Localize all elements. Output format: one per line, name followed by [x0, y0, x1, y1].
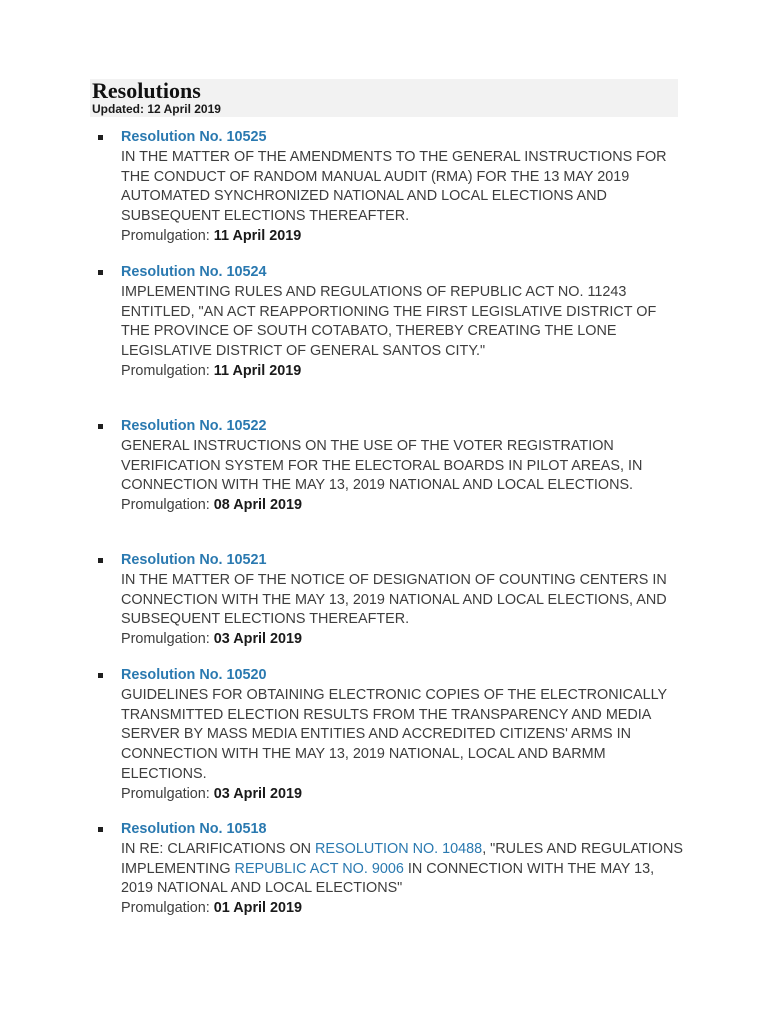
- promulgation: [121, 630, 686, 650]
- promulgation: [121, 362, 686, 382]
- bullet-icon: [98, 673, 103, 678]
- resolution-10488-link[interactable]: RESOLUTION NO. 10488: [315, 840, 483, 857]
- resolution-content: [121, 666, 686, 805]
- page-title: Resolutions: [92, 78, 201, 103]
- resolution-link[interactable]: Resolution No. 10524: [121, 264, 267, 280]
- bullet-icon: [98, 827, 103, 832]
- resolution-content: [121, 820, 686, 919]
- resolution-link[interactable]: Resolution No. 10518: [121, 821, 267, 837]
- promulgation-label: Promulgation:: [121, 362, 210, 379]
- resolution-content: [121, 128, 686, 247]
- resolution-link[interactable]: Resolution No. 10522: [121, 418, 267, 434]
- promulgation: [121, 227, 686, 247]
- resolution-description: IN THE MATTER OF THE NOTICE OF DESIGNATION OF COUNTING CENTERS IN CONNECTION WITH THE MAY 13, 2019 NATIONAL AND LOCAL ELECTIONS, AND SUBSEQUENT ELECTIONS THEREAFTER.: [121, 571, 667, 628]
- promulgation: [121, 899, 686, 919]
- description-text: , "RULES AND REGULATIONS IMPLEMENTING: [121, 840, 683, 877]
- promulgation: [121, 785, 686, 805]
- promulgation-date: 08 April 2019: [213, 497, 303, 514]
- resolution-link[interactable]: Resolution No. 10520: [121, 667, 267, 683]
- resolution-content: [121, 417, 686, 516]
- promulgation-date: 03 April 2019: [213, 785, 303, 802]
- page-header: [90, 79, 678, 117]
- promulgation-date: 01 April 2019: [213, 900, 303, 917]
- resolution-link[interactable]: Resolution No. 10525: [121, 129, 267, 145]
- promulgation-label: Promulgation:: [121, 227, 210, 244]
- bullet-icon: [98, 135, 103, 140]
- resolution-description: IN THE MATTER OF THE AMENDMENTS TO THE GENERAL INSTRUCTIONS FOR THE CONDUCT OF RANDOM MANUAL AUDIT (RMA) FOR THE 13 MAY 2019 AUTOMATED SYNCHRONIZED NATIONAL AND LOCAL ELECTIONS AND SUBSEQUENT ELECTIONS THEREAFTER.: [121, 148, 667, 225]
- resolution-description: [121, 840, 686, 899]
- resolution-description: GENERAL INSTRUCTIONS ON THE USE OF THE VOTER REGISTRATION VERIFICATION SYSTEM FOR THE ELECTORAL BOARDS IN PILOT AREAS, IN CONNECTION WITH THE MAY 13, 2019 NATIONAL AND LOCAL ELECTIONS.: [121, 437, 643, 494]
- bullet-icon: [98, 270, 103, 275]
- promulgation-label: Promulgation:: [121, 497, 210, 514]
- promulgation-date: 03 April 2019: [213, 631, 303, 648]
- resolution-description: IMPLEMENTING RULES AND REGULATIONS OF REPUBLIC ACT NO. 11243 ENTITLED, "AN ACT REAPPORTIONING THE FIRST LEGISLATIVE DISTRICT OF THE PROVINCE OF SOUTH COTABATO, THEREBY CREATING THE LONE LEGISLATIVE DISTRICT OF GENERAL SANTOS CITY.": [121, 283, 657, 360]
- updated-date: Updated: 12 April 2019: [92, 102, 221, 116]
- promulgation-label: Promulgation:: [121, 785, 210, 802]
- bullet-icon: [98, 558, 103, 563]
- description-text: IN CONNECTION WITH THE MAY 13, 2019 NATIONAL AND LOCAL ELECTIONS": [121, 860, 655, 897]
- resolution-link[interactable]: Resolution No. 10521: [121, 552, 267, 568]
- bullet-icon: [98, 424, 103, 429]
- promulgation-date: 11 April 2019: [213, 362, 302, 379]
- promulgation-label: Promulgation:: [121, 631, 210, 648]
- resolution-content: [121, 551, 686, 650]
- resolution-description: GUIDELINES FOR OBTAINING ELECTRONIC COPIES OF THE ELECTRONICALLY TRANSMITTED ELECTION RESULTS FROM THE TRANSPARENCY AND MEDIA SERVER BY MASS MEDIA ENTITIES AND ACCREDITED CITIZENS' ARMS IN CONNECTION WITH THE MAY 13, 2019 NATIONAL, LOCAL AND BARMM ELECTIONS.: [121, 686, 667, 782]
- republic-act-9006-link[interactable]: REPUBLIC ACT NO. 9006: [234, 860, 404, 877]
- promulgation-date: 11 April 2019: [213, 227, 302, 244]
- resolution-content: [121, 263, 686, 382]
- description-text: IN RE: CLARIFICATIONS ON: [121, 840, 316, 857]
- promulgation-label: Promulgation:: [121, 900, 210, 917]
- promulgation: [121, 496, 686, 516]
